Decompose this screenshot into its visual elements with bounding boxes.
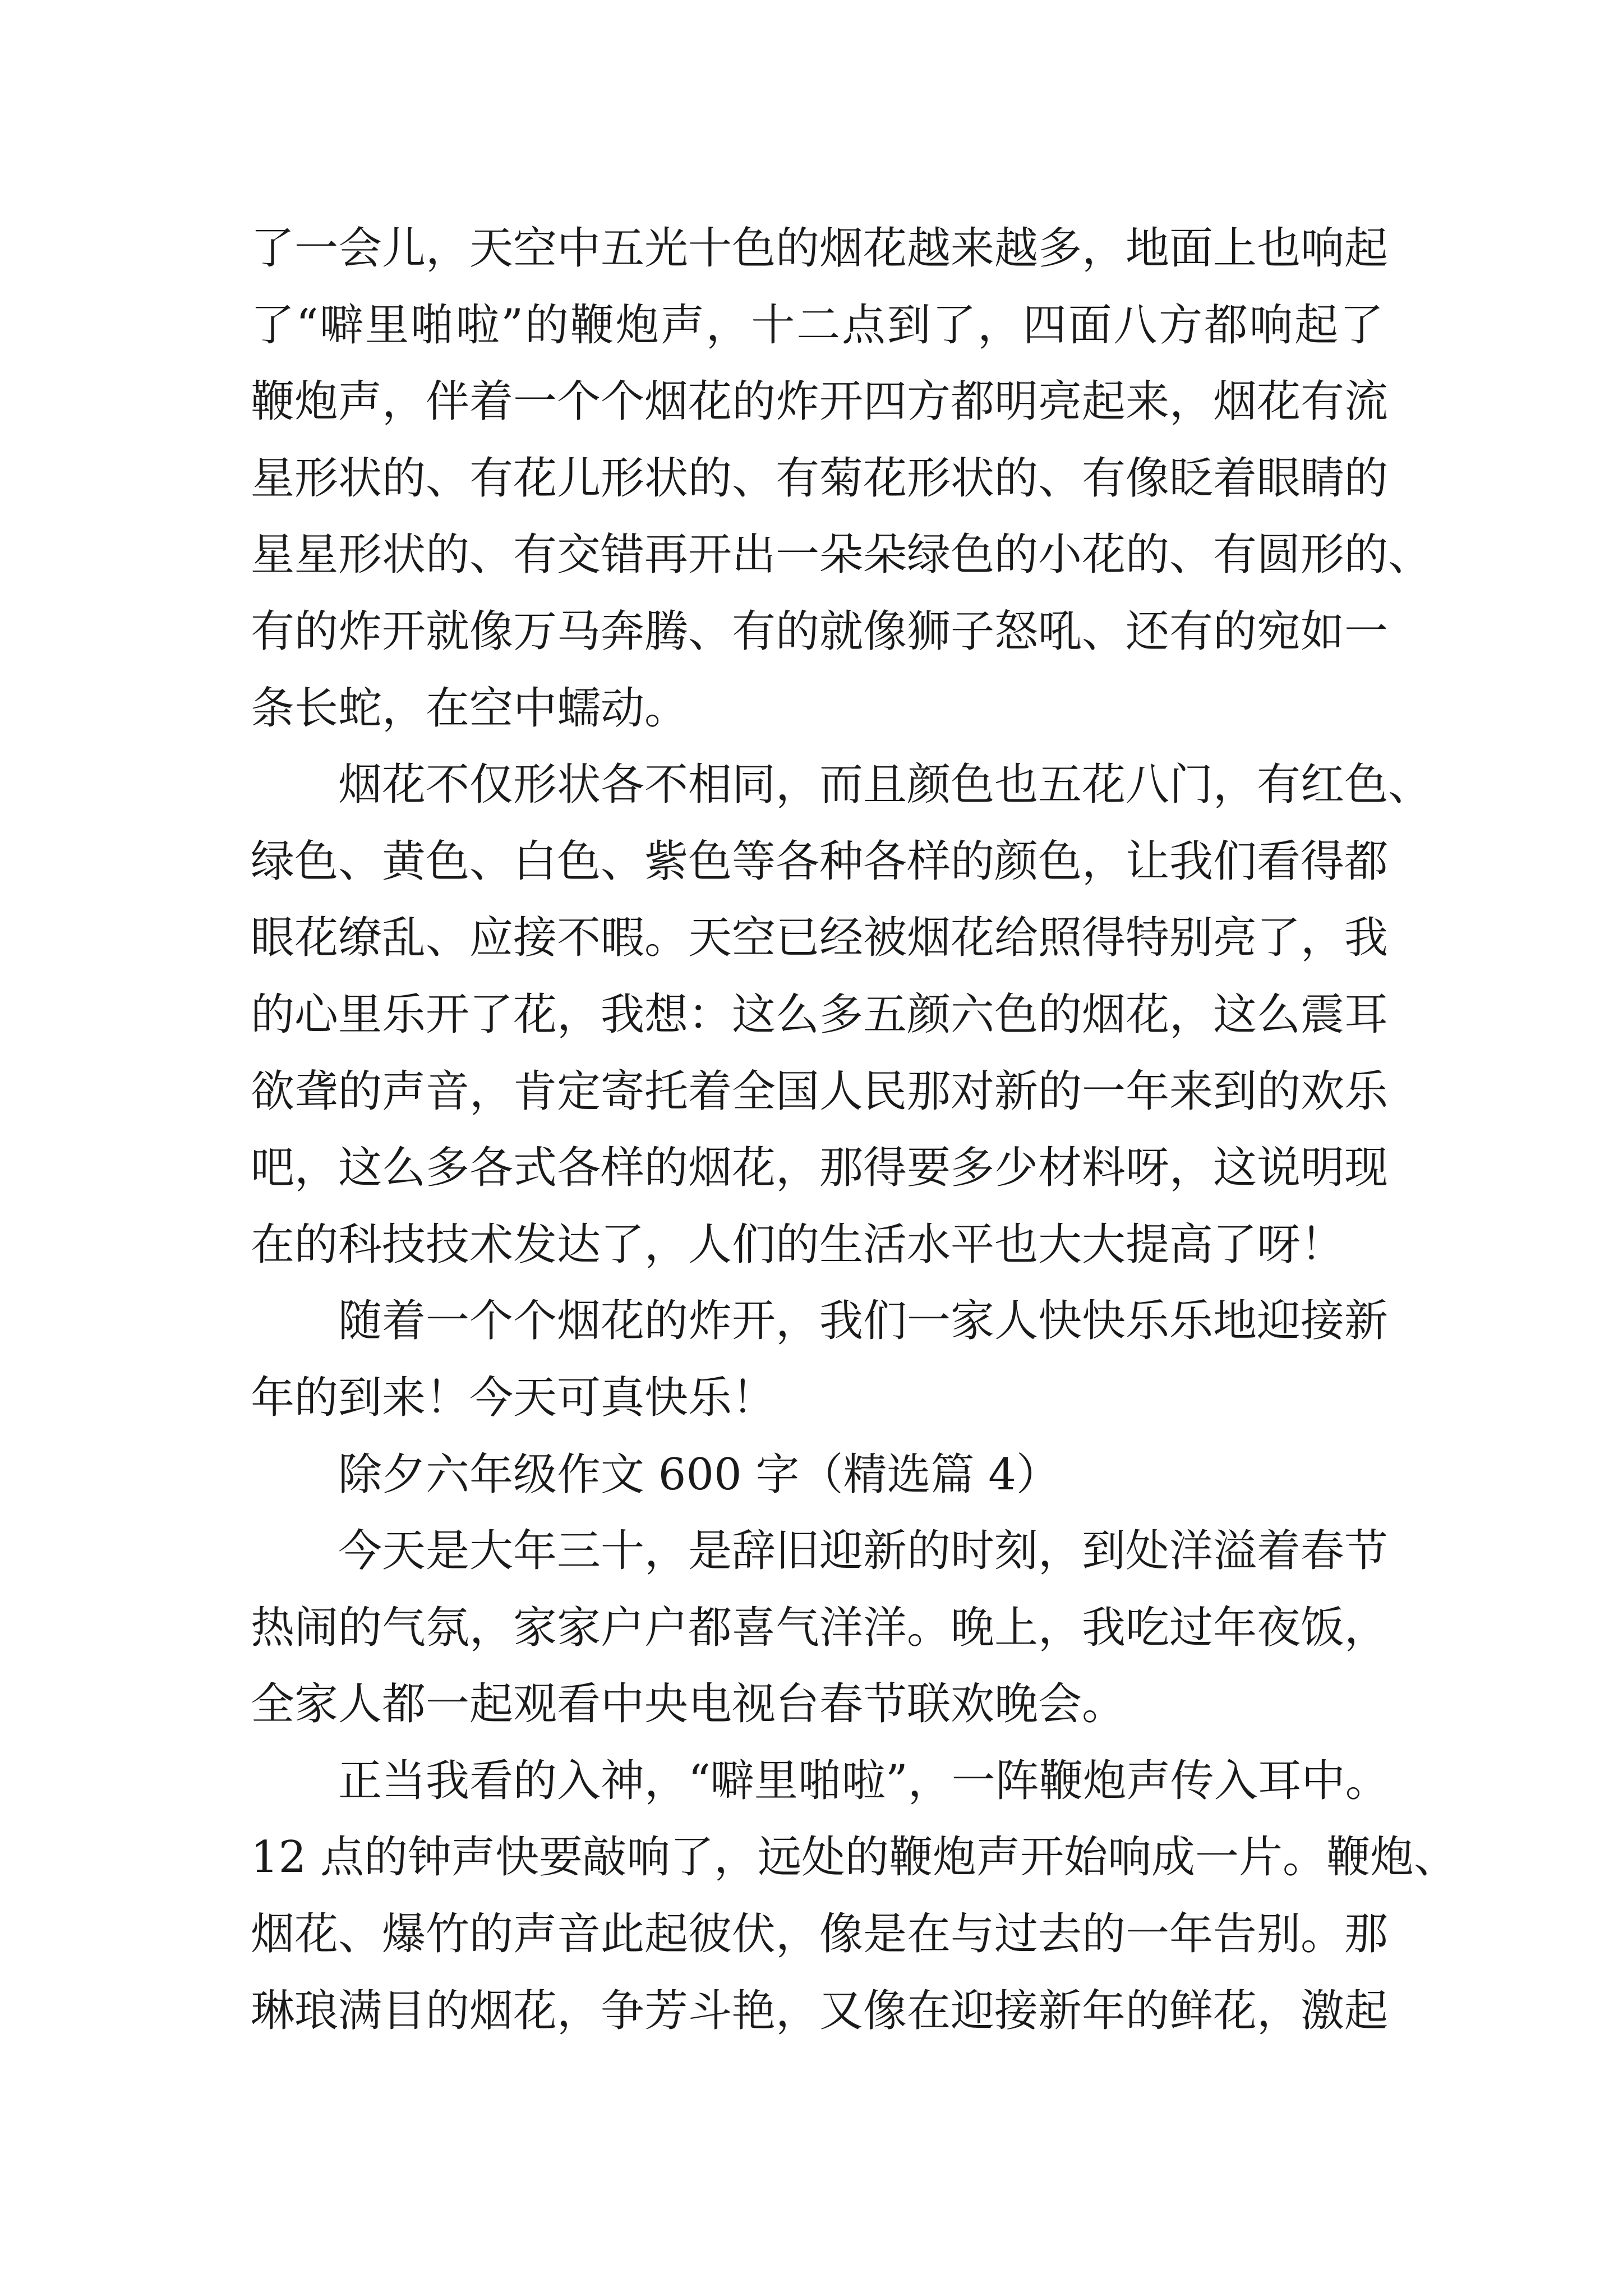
- text-line: 随着一个个烟花的炸开，我们一家人快快乐乐地迎接新: [338, 1296, 1389, 1347]
- text-line: 的心里乐开了花，我想：这么多五颜六色的烟花，这么震耳: [251, 989, 1389, 1040]
- text-line: 吧，这么多各式各样的烟花，那得要多少材料呀，这说明现: [251, 1143, 1389, 1194]
- paragraph-fireworks-colors: [251, 747, 1432, 1283]
- text-line: 琳琅满目的烟花，争芳斗艳，又像在迎接新年的鲜花，激起: [251, 1985, 1389, 2036]
- text-line: 今天是大年三十，是辞旧迎新的时刻，到处洋溢着春节: [338, 1526, 1389, 1577]
- text-line: 星形状的、有花儿形状的、有菊花形状的、有像眨着眼睛的: [251, 453, 1389, 504]
- text-line: 年的到来！今天可真快乐！: [251, 1372, 776, 1423]
- text-line: 烟花、爆竹的声音此起彼伏，像是在与过去的一年告别。那: [251, 1909, 1389, 1960]
- text-line: 正当我看的入神，“噼里啪啦”，一阵鞭炮声传入耳中。: [338, 1755, 1389, 1806]
- document-body: [251, 210, 1458, 2049]
- text-line: 热闹的气氛，家家户户都喜气洋洋。晚上，我吃过年夜饭，: [251, 1602, 1389, 1653]
- text-line: 星星形状的、有交错再开出一朵朵绿色的小花的、有圆形的、: [251, 530, 1432, 581]
- text-line: 烟花不仅形状各不相同，而且颜色也五花八门，有红色、: [338, 760, 1432, 811]
- text-line: 了一会儿，天空中五光十色的烟花越来越多，地面上也响起: [251, 223, 1389, 274]
- text-line: 有的炸开就像万马奔腾、有的就像狮子怒吼、还有的宛如一: [251, 606, 1389, 657]
- paragraph-new-year-arrival: [251, 1283, 1389, 1436]
- text-line: 了“噼里啪啦”的鞭炮声，十二点到了，四面八方都响起了: [251, 300, 1384, 351]
- text-line: 眼花缭乱、应接不暇。天空已经被烟花给照得特别亮了，我: [251, 913, 1389, 964]
- text-line: 绿色、黄色、白色、紫色等各种各样的颜色，让我们看得都: [251, 836, 1389, 887]
- paragraph-new-year-eve: [251, 1513, 1389, 1743]
- text-line: 12 点的钟声快要敲响了，远处的鞭炮声开始响成一片。鞭炮、: [251, 1832, 1458, 1883]
- text-line: 在的科技技术发达了，人们的生活水平也大大提高了呀！: [251, 1219, 1345, 1270]
- text-line: 鞭炮声，伴着一个个烟花的炸开四方都明亮起来，烟花有流: [251, 376, 1389, 427]
- paragraph-midnight-firecrackers: [251, 1743, 1458, 2049]
- text-line: 条长蛇，在空中蠕动。: [251, 683, 689, 734]
- essay-title: [251, 1437, 1384, 1513]
- text-line: 欲聋的声音，肯定寄托着全国人民那对新的一年来到的欢乐: [251, 1066, 1389, 1117]
- essay-title-text: 除夕六年级作文 600 字（精选篇 4）: [338, 1449, 1060, 1500]
- text-line: 全家人都一起观看中央电视台春节联欢晚会。: [251, 1679, 1126, 1730]
- paragraph-fireworks-shapes: [251, 210, 1432, 747]
